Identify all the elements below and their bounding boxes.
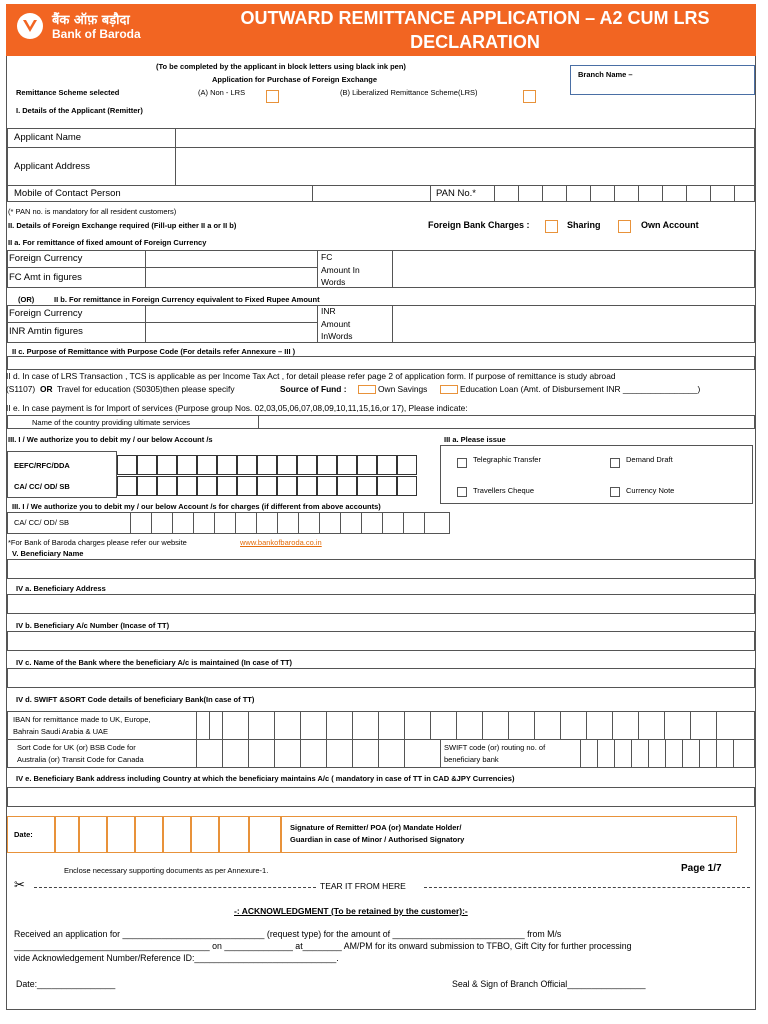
sharing-checkbox[interactable] — [545, 220, 558, 233]
telegraphic-transfer-label: Telegraphic Transfer — [473, 455, 541, 464]
beneficiary-bank-input[interactable] — [7, 668, 755, 688]
ack-seal-sign: Seal & Sign of Branch Official________________ — [452, 979, 646, 989]
sort-code-input[interactable] — [196, 739, 440, 768]
applicant-name-input[interactable] — [176, 129, 754, 146]
travellers-cheque-checkbox[interactable] — [457, 487, 467, 497]
beneficiary-bank-address-input[interactable] — [7, 787, 755, 807]
bank-logo-icon — [16, 12, 44, 40]
inr-words-line1: INR — [321, 306, 336, 316]
source-of-fund-label: Source of Fund : — [280, 384, 347, 394]
logo-hindi: बैंक ऑफ़ बड़ौदा — [52, 13, 130, 28]
tear-label: TEAR IT FROM HERE — [320, 881, 406, 891]
application-for-text: Application for Purchase of Foreign Exchange — [212, 75, 378, 84]
ack-title: -: ACKNOWLEDGMENT (To be retained by the customer):- — [234, 906, 468, 916]
ca-cc-2-label: CA/ CC/ OD/ SB — [14, 518, 70, 527]
beneficiary-name-title: V. Beneficiary Name — [12, 549, 84, 558]
section-2d-line1: II d. In case of LRS Transaction , TCS is applicable as per Income Tax Act , for detail please refer page 2 of application form. If purpose of remittance is study abroad — [6, 371, 616, 381]
eefc-label: EEFC/RFC/DDA — [14, 461, 70, 470]
instruction-text: (To be completed by the applicant in block letters using black ink pen) — [156, 62, 406, 71]
fc-words-line1: FC — [321, 252, 333, 262]
fc-amount-words-input[interactable] — [393, 251, 754, 287]
swift-label-2: beneficiary bank — [444, 755, 499, 764]
beneficiary-bank-address-title: IV e. Beneficiary Bank address including Country at which the beneficiary maintains A/c ( mandatory in case of TT in CAD &JPY Currencies) — [16, 774, 515, 783]
demand-draft-checkbox[interactable] — [610, 458, 620, 468]
ca-account-input[interactable] — [117, 476, 417, 496]
bob-website-link[interactable]: www.bankofbaroda.co.in — [240, 538, 322, 547]
sort-label-1: Sort Code for UK (or) BSB Code for — [17, 743, 136, 752]
swift-code-input[interactable] — [580, 739, 755, 768]
iban-label-1: IBAN for remittance made to UK, Europe, — [13, 715, 151, 724]
scissors-icon: ✂ — [14, 878, 25, 893]
beneficiary-address-input[interactable] — [7, 594, 755, 614]
applicant-name-label: Applicant Name — [14, 132, 82, 143]
signature-label-2: Guardian in case of Minor / Authorised Signatory — [290, 835, 465, 844]
section-2b-title: II b. For remittance in Foreign Currency equivalent to Fixed Rupee Amount — [54, 295, 320, 304]
lrs-checkbox[interactable] — [523, 90, 536, 103]
fc-amt-figures-label: FC Amt in figures — [9, 272, 82, 283]
please-issue-box — [440, 445, 753, 504]
section-2c-title: II c. Purpose of Remittance with Purpose Code (For details refer Annexure – III ) — [12, 347, 296, 356]
section-2a-title: II a. For remittance of fixed amount of Foreign Currency — [8, 238, 207, 247]
purpose-input[interactable] — [7, 356, 755, 370]
or-label: (OR) — [18, 295, 35, 304]
foreign-currency-input[interactable] — [146, 251, 316, 266]
date-input[interactable] — [55, 816, 281, 853]
inr-words-line3: InWords — [321, 331, 353, 341]
ack-line-2: ________________________________________ on ______________ at________ AM/PM for its onward submission to TFBO, Gift City for further processing — [14, 941, 632, 951]
pan-note: (* PAN no. is mandatory for all resident customers) — [8, 207, 177, 216]
charges-account-input[interactable] — [130, 512, 450, 534]
charges-account-title: III. I / We authorize you to debit my / our below Account /s for charges (if different from above accounts) — [12, 502, 381, 511]
inr-amount-words-input[interactable] — [393, 306, 754, 342]
enclose-documents-note: Enclose necessary supporting documents as per Annexure-1. — [64, 866, 269, 875]
page-number: Page 1/7 — [681, 863, 722, 874]
telegraphic-transfer-checkbox[interactable] — [457, 458, 467, 468]
iban-label-2: Bahrain Saudi Arabia & UAE — [13, 727, 109, 736]
currency-note-label: Currency Note — [626, 486, 675, 495]
section-1-title: I. Details of the Applicant (Remitter) — [16, 106, 143, 115]
education-loan-checkbox[interactable] — [440, 385, 458, 394]
foreign-bank-charges-label: Foreign Bank Charges : — [428, 220, 530, 230]
fc-words-line3: Words — [321, 277, 346, 287]
ack-line-1: Received an application for _____________________________ (request type) for the amount of ___________________________ from M/s — [14, 929, 562, 939]
ca-cc-label: CA/ CC/ OD/ SB — [14, 482, 70, 491]
inr-amount-figures-input[interactable] — [146, 323, 316, 342]
own-savings-checkbox[interactable] — [358, 385, 376, 394]
beneficiary-address-title: IV a. Beneficiary Address — [16, 584, 106, 593]
form-title: OUTWARD REMITTANCE APPLICATION – A2 CUM LRS DECLARATION — [240, 8, 710, 52]
ack-date: Date:________________ — [16, 979, 116, 989]
inr-words-line2: Amount — [321, 319, 351, 329]
mobile-label: Mobile of Contact Person — [14, 188, 121, 199]
remittance-scheme-label: Remittance Scheme selected — [16, 88, 120, 97]
logo-english: Bank of Baroda — [52, 27, 141, 41]
travellers-cheque-label: Travellers Cheque — [473, 486, 534, 495]
own-savings-label: Own Savings — [378, 384, 428, 394]
signature-label-1: Signature of Remitter/ POA (or) Mandate Holder/ — [290, 823, 462, 832]
iban-input[interactable] — [196, 711, 755, 739]
applicant-address-input[interactable] — [176, 148, 754, 184]
section-2d-line2: Travel for education (S0305)then please specify — [57, 384, 235, 394]
education-loan-label: Education Loan (Amt. of Disbursement INR ________________) — [460, 384, 701, 394]
section-2-title: II. Details of Foreign Exchange required (Fill-up either II a or II b) — [8, 221, 237, 230]
lrs-label: (B) Liberalized Remittance Scheme(LRS) — [340, 88, 478, 97]
foreign-currency-b-input[interactable] — [146, 306, 316, 321]
beneficiary-account-title: IV b. Beneficiary A/c Number (Incase of TT) — [16, 621, 170, 630]
section-2e-title: II e. In case payment is for Import of services (Purpose group Nos. 02,03,05,06,07,08,09,10,11,15,16,or 17), Please indicate: — [6, 403, 468, 413]
swift-label-1: SWIFT code (or) routing no. of — [444, 743, 546, 752]
currency-note-checkbox[interactable] — [610, 487, 620, 497]
branch-name-label: Branch Name – — [578, 70, 633, 79]
fc-amount-figures-input[interactable] — [146, 268, 316, 287]
beneficiary-bank-title: IV c. Name of the Bank where the beneficiary A/c is maintained (In case of TT) — [16, 658, 293, 667]
ack-line-3: vide Acknowledgement Number/Reference ID:_____________________________. — [14, 953, 339, 963]
section-3a-title: III a. Please issue — [444, 435, 506, 444]
bob-charges-note: *For Bank of Baroda charges please refer our website — [8, 538, 187, 547]
demand-draft-label: Demand Draft — [626, 455, 673, 464]
country-services-label: Name of the country providing ultimate services — [32, 418, 190, 427]
beneficiary-name-input[interactable] — [7, 559, 755, 579]
sort-label-2: Australia (or) Transit Code for Canada — [17, 755, 144, 764]
inr-amt-figures-label: INR Amtin figures — [9, 326, 83, 337]
sharing-label: Sharing — [567, 220, 601, 230]
non-lrs-checkbox[interactable] — [266, 90, 279, 103]
eefc-account-input[interactable] — [117, 455, 417, 475]
pan-label: PAN No.* — [436, 188, 476, 199]
section-2d-or: OR — [40, 384, 53, 394]
pan-input[interactable] — [494, 185, 755, 202]
country-services-input[interactable] — [259, 416, 754, 428]
section-3-title: III. I / We authorize you to debit my / our below Account /s — [8, 435, 213, 444]
own-account-label: Own Account — [641, 220, 699, 230]
non-lrs-label: (A) Non - LRS — [198, 88, 246, 97]
fc-words-line2: Amount In — [321, 265, 360, 275]
section-2d-code: (S1107) — [6, 384, 36, 394]
foreign-currency-b-label: Foreign Currency — [9, 308, 83, 319]
foreign-currency-label: Foreign Currency — [9, 253, 83, 264]
beneficiary-account-input[interactable] — [7, 631, 755, 651]
own-account-checkbox[interactable] — [618, 220, 631, 233]
applicant-address-label: Applicant Address — [14, 161, 91, 172]
date-label: Date: — [14, 830, 33, 839]
swift-sort-title: IV d. SWIFT &SORT Code details of beneficiary Bank(In case of TT) — [16, 695, 255, 704]
